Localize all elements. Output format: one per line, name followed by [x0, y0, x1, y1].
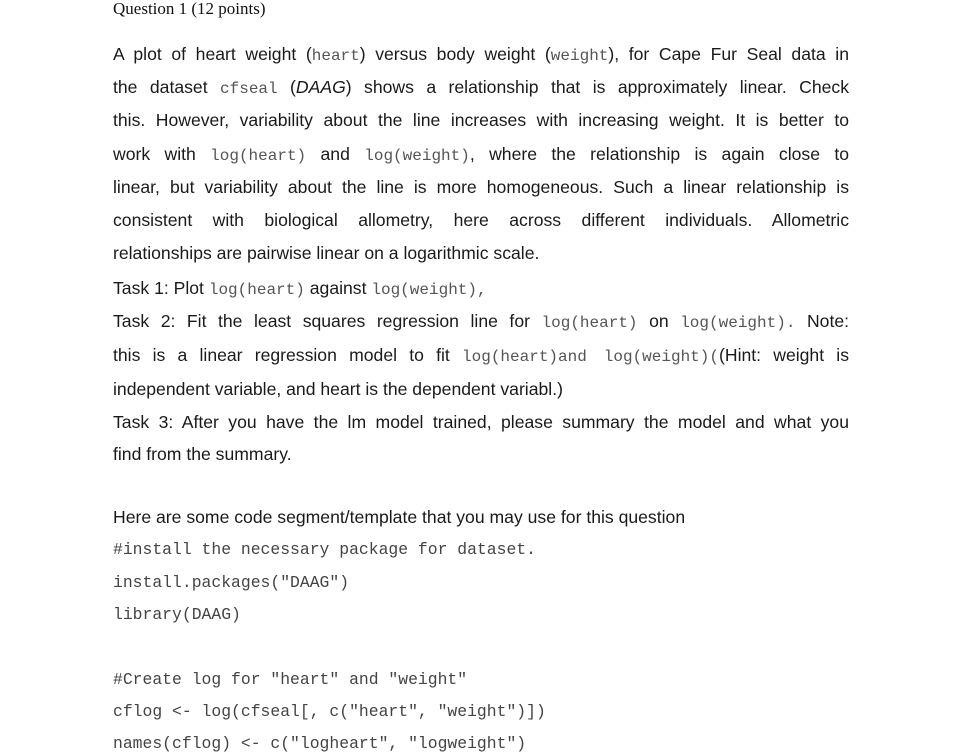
text: this is a linear regression model to fit — [113, 345, 450, 365]
code-line-1: #install the necessary package for dataset. — [113, 540, 536, 559]
code-line-2: install.packages("DAAG") — [113, 573, 350, 592]
intro-line-5: linear, but variability about the line is more homogeneous. Such a linear relationship is — [113, 176, 849, 197]
code-cfseal: cfseal — [220, 80, 278, 99]
task-3-line-1: Task 3: After you have the lm model trained, please summary the model and what you — [113, 412, 849, 432]
code-log-heart: log(heart) — [208, 281, 305, 299]
code-heart: heart — [311, 47, 360, 65]
intro-line-3: this. However, variability about the line increases with increasing weight. It is better to — [113, 110, 849, 131]
text: against — [309, 278, 367, 298]
code-line-4: #Create log for "heart" and "weight" — [113, 670, 468, 689]
task-2 — [113, 305, 849, 406]
text: and — [320, 143, 350, 164]
code-line-5: cflog <- log(cfseal[, c("heart", "weight")]) — [113, 702, 546, 721]
intro-line-1 — [113, 38, 849, 71]
task-2-line-1 — [113, 305, 849, 339]
text: ( — [290, 77, 296, 98]
text: work with — [113, 143, 196, 164]
code-line-6: names(cflog) <- c("logheart", "logweight") — [113, 734, 527, 753]
code-weight: weight — [550, 47, 609, 65]
intro-line-6: consistent with biological allometry, here across different individuals. Allometric — [113, 209, 849, 230]
code-log-heart: log(heart) — [541, 314, 638, 332]
text: Note: — [806, 311, 850, 331]
task-1 — [113, 272, 849, 307]
text: ) shows a relationship that is approximately linear. Check — [345, 77, 849, 98]
task-2-line-3: independent variable, and heart is the dependent variabl.) — [113, 379, 563, 399]
task-2-line-2: this is a linear regression model to fit log(heart)and log(weight)((Hint: weight is — [113, 345, 850, 366]
text: ) versus body weight ( — [359, 44, 551, 64]
intro-line-7: relationships are pairwise linear on a logarithmic scale. — [113, 243, 540, 264]
code-log-both: log(heart)and log(weight) — [462, 348, 710, 366]
text: on — [649, 311, 669, 331]
text: (Hint: weight is — [719, 345, 850, 365]
text: Task 1: Plot — [113, 278, 204, 298]
text: Task 2: Fit the least squares regression line for — [113, 311, 530, 331]
question-title: Question 1 (12 points) — [113, 0, 266, 18]
task-3-line-2: find from the summary. — [113, 444, 292, 464]
text: A plot of heart weight ( — [113, 44, 312, 64]
code-log-weight: log(weight). — [680, 314, 796, 332]
intro-line-2 — [113, 71, 849, 104]
template-intro: Here are some code segment/template that you may use for this question — [113, 507, 686, 527]
code-log-heart: log(heart) — [210, 146, 307, 165]
italic-daag: DAAG — [295, 77, 346, 98]
text: ), for Cape Fur Seal data in — [608, 44, 849, 64]
intro-line-4 — [113, 138, 849, 171]
text: the dataset — [113, 77, 208, 98]
code-log-weight: log(weight) — [364, 146, 470, 165]
text: , where the relationship is again close to — [469, 143, 850, 164]
code-log-weight: log(weight), — [371, 281, 487, 299]
intro-paragraph — [113, 38, 849, 270]
code-line-3: library(DAAG) — [113, 605, 241, 624]
task-3 — [113, 406, 849, 470]
